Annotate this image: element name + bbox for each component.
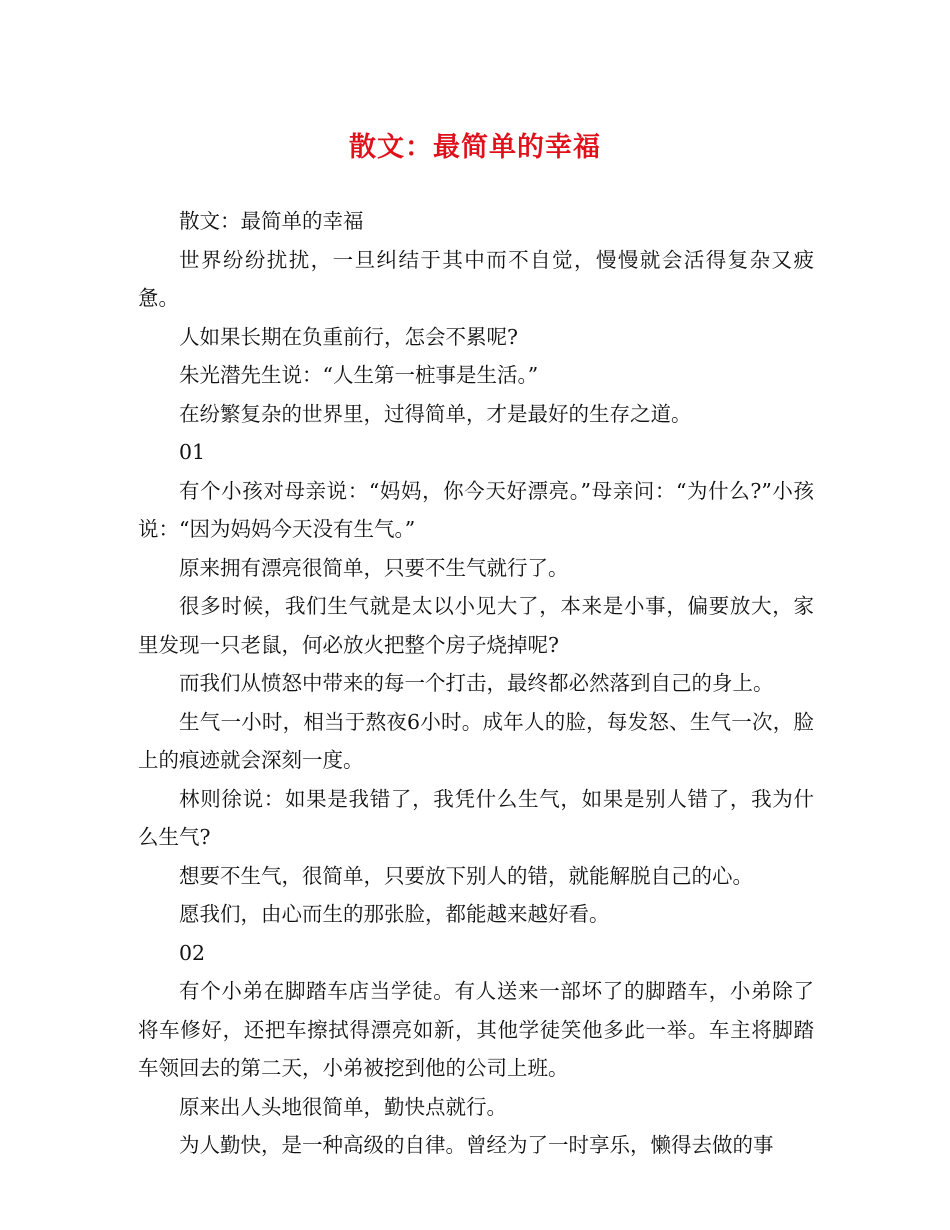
document-body xyxy=(138,202,814,1165)
paragraph: 想要不生气，很简单，只要放下别人的错，就能解脱自己的心。 xyxy=(179,863,753,888)
paragraph: 在纷繁复杂的世界里，过得简单，才是最好的生存之道。 xyxy=(179,401,692,426)
section-number: 02 xyxy=(179,940,206,965)
paragraph: 很多时候，我们生气就是太以小见大了，本来是小事，偏要放大，家里发现一只老鼠，何必放火把整个房子烧掉呢? xyxy=(138,594,814,657)
paragraph: 愿我们，由心而生的那张脸，都能越来越好看。 xyxy=(179,902,610,926)
paragraph: 而我们从愤怒中带来的每一个打击，最终都必然落到自己的身上。 xyxy=(179,671,774,695)
paragraph: 世界纷纷扰扰，一旦纠结于其中而不自觉，慢慢就会活得复杂又疲惫。 xyxy=(138,247,814,310)
paragraph: 有个小孩对母亲说：“妈妈，你今天好漂亮。”母亲问：“为什么?”小孩说：“因为妈妈今天没有生气。” xyxy=(138,478,814,541)
paragraph: 原来拥有漂亮很简单，只要不生气就行了。 xyxy=(179,555,569,580)
paragraph: 林则徐说：如果是我错了，我凭什么生气，如果是别人错了，我为什么生气? xyxy=(138,786,814,849)
paragraph: 有个小弟在脚踏车店当学徒。有人送来一部坏了的脚踏车，小弟除了将车修好，还把车擦拭得漂亮如新，其他学徒笑他多此一举。车主将脚踏车领回去的第二天，小弟被挖到他的公司上班。 xyxy=(138,979,814,1080)
paragraph: 朱光潜先生说：“人生第一桩事是生活。” xyxy=(179,363,539,387)
paragraph: 散文：最简单的幸福 xyxy=(179,209,364,233)
paragraph: 生气一小时，相当于熬夜6小时。成年人的脸，每发怒、生气一次，脸上的痕迹就会深刻一度。 xyxy=(138,709,814,772)
paragraph: 为人勤快，是一种高级的自律。曾经为了一时享乐，懒得去做的事 xyxy=(179,1133,774,1157)
paragraph: 人如果长期在负重前行，怎会不累呢? xyxy=(179,324,518,349)
document-title: 散文：最简单的幸福 xyxy=(349,132,601,163)
section-number: 01 xyxy=(179,440,206,464)
paragraph: 原来出人头地很简单，勤快点就行。 xyxy=(179,1094,507,1119)
